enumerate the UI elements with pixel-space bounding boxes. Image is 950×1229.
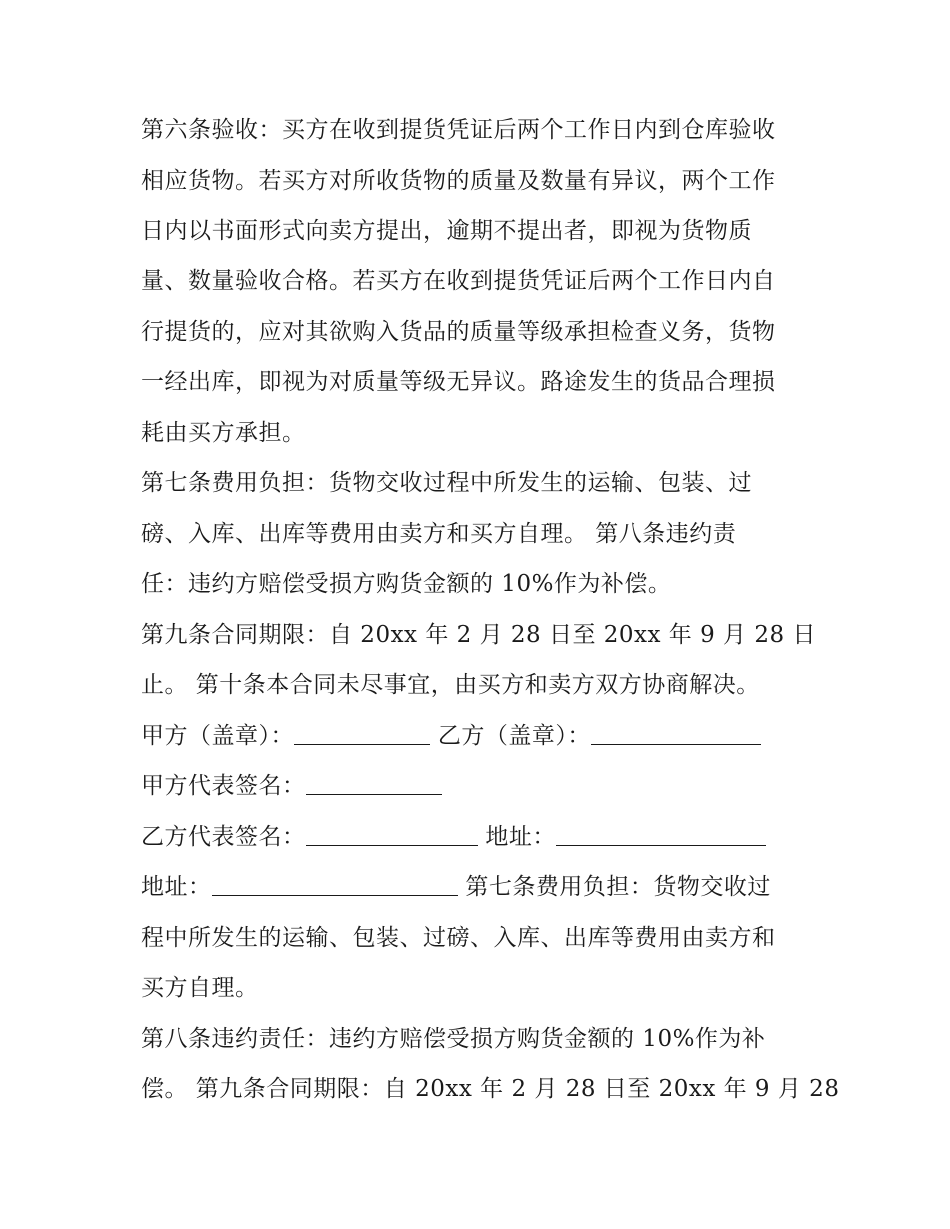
text-line: 量、数量验收合格。若买方在收到提货凭证后两个工作日内自 xyxy=(141,268,776,294)
party-b-seal-blank[interactable] xyxy=(591,724,761,745)
text-line: 耗由买方承担。 xyxy=(141,420,306,446)
text-line: 第八条违约责任：违约方赔偿受损方购货金额的 10%作为补 xyxy=(141,1026,766,1052)
party-b-rep-line xyxy=(141,822,831,852)
text-fragment: 第七条费用负担：货物交收过 xyxy=(465,874,771,900)
text-line: 磅、入库、出库等费用由卖方和买方自理。 第八条违约责 xyxy=(141,521,737,547)
address-blank[interactable] xyxy=(556,825,766,846)
text-line: 一经出库，即视为对质量等级无异议。路途发生的货品合理损 xyxy=(141,369,776,395)
party-a-seal-label: 甲方（盖章）： xyxy=(141,723,294,749)
party-a-rep-line xyxy=(141,771,831,801)
text-line: 买方自理。 xyxy=(141,975,259,1001)
text-line: 相应货物。若买方对所收货物的质量及数量有异议，两个工作 xyxy=(141,168,776,194)
text-line: 任：违约方赔偿受损方购货金额的 10%作为补偿。 xyxy=(141,571,672,597)
address-line xyxy=(141,872,831,902)
text-line: 第九条合同期限：自 20xx 年 2 月 28 日至 20xx 年 9 月 28 日 xyxy=(141,622,816,648)
text-line: 第七条费用负担：货物交收过程中所发生的运输、包装、过 xyxy=(141,470,752,496)
text-line: 程中所发生的运输、包装、过磅、入库、出库等费用由卖方和 xyxy=(141,925,776,951)
text-line: 日内以书面形式向卖方提出，逾期不提出者，即视为货物质 xyxy=(141,218,752,244)
text-line: 止。 第十条本合同未尽事宜，由买方和卖方双方协商解决。 xyxy=(141,672,760,698)
party-b-rep-label: 乙方代表签名： xyxy=(141,824,306,850)
address-label: 地址： xyxy=(141,874,212,900)
party-b-seal-label: 乙方（盖章）： xyxy=(437,723,591,749)
party-a-rep-label: 甲方代表签名： xyxy=(141,773,306,799)
seal-signature-line xyxy=(141,721,831,751)
text-line: 偿。 第九条合同期限：自 20xx 年 2 月 28 日至 20xx 年 9 月 28 xyxy=(141,1076,840,1102)
party-b-rep-blank[interactable] xyxy=(306,825,478,846)
party-a-seal-blank[interactable] xyxy=(294,724,430,745)
address-label: 地址： xyxy=(485,824,556,850)
text-line: 行提货的，应对其欲购入货品的质量等级承担检查义务，货物 xyxy=(141,319,776,345)
party-a-rep-blank[interactable] xyxy=(306,774,442,795)
text-line: 第六条验收：买方在收到提货凭证后两个工作日内到仓库验收 xyxy=(141,117,776,143)
address-blank[interactable] xyxy=(212,875,458,896)
